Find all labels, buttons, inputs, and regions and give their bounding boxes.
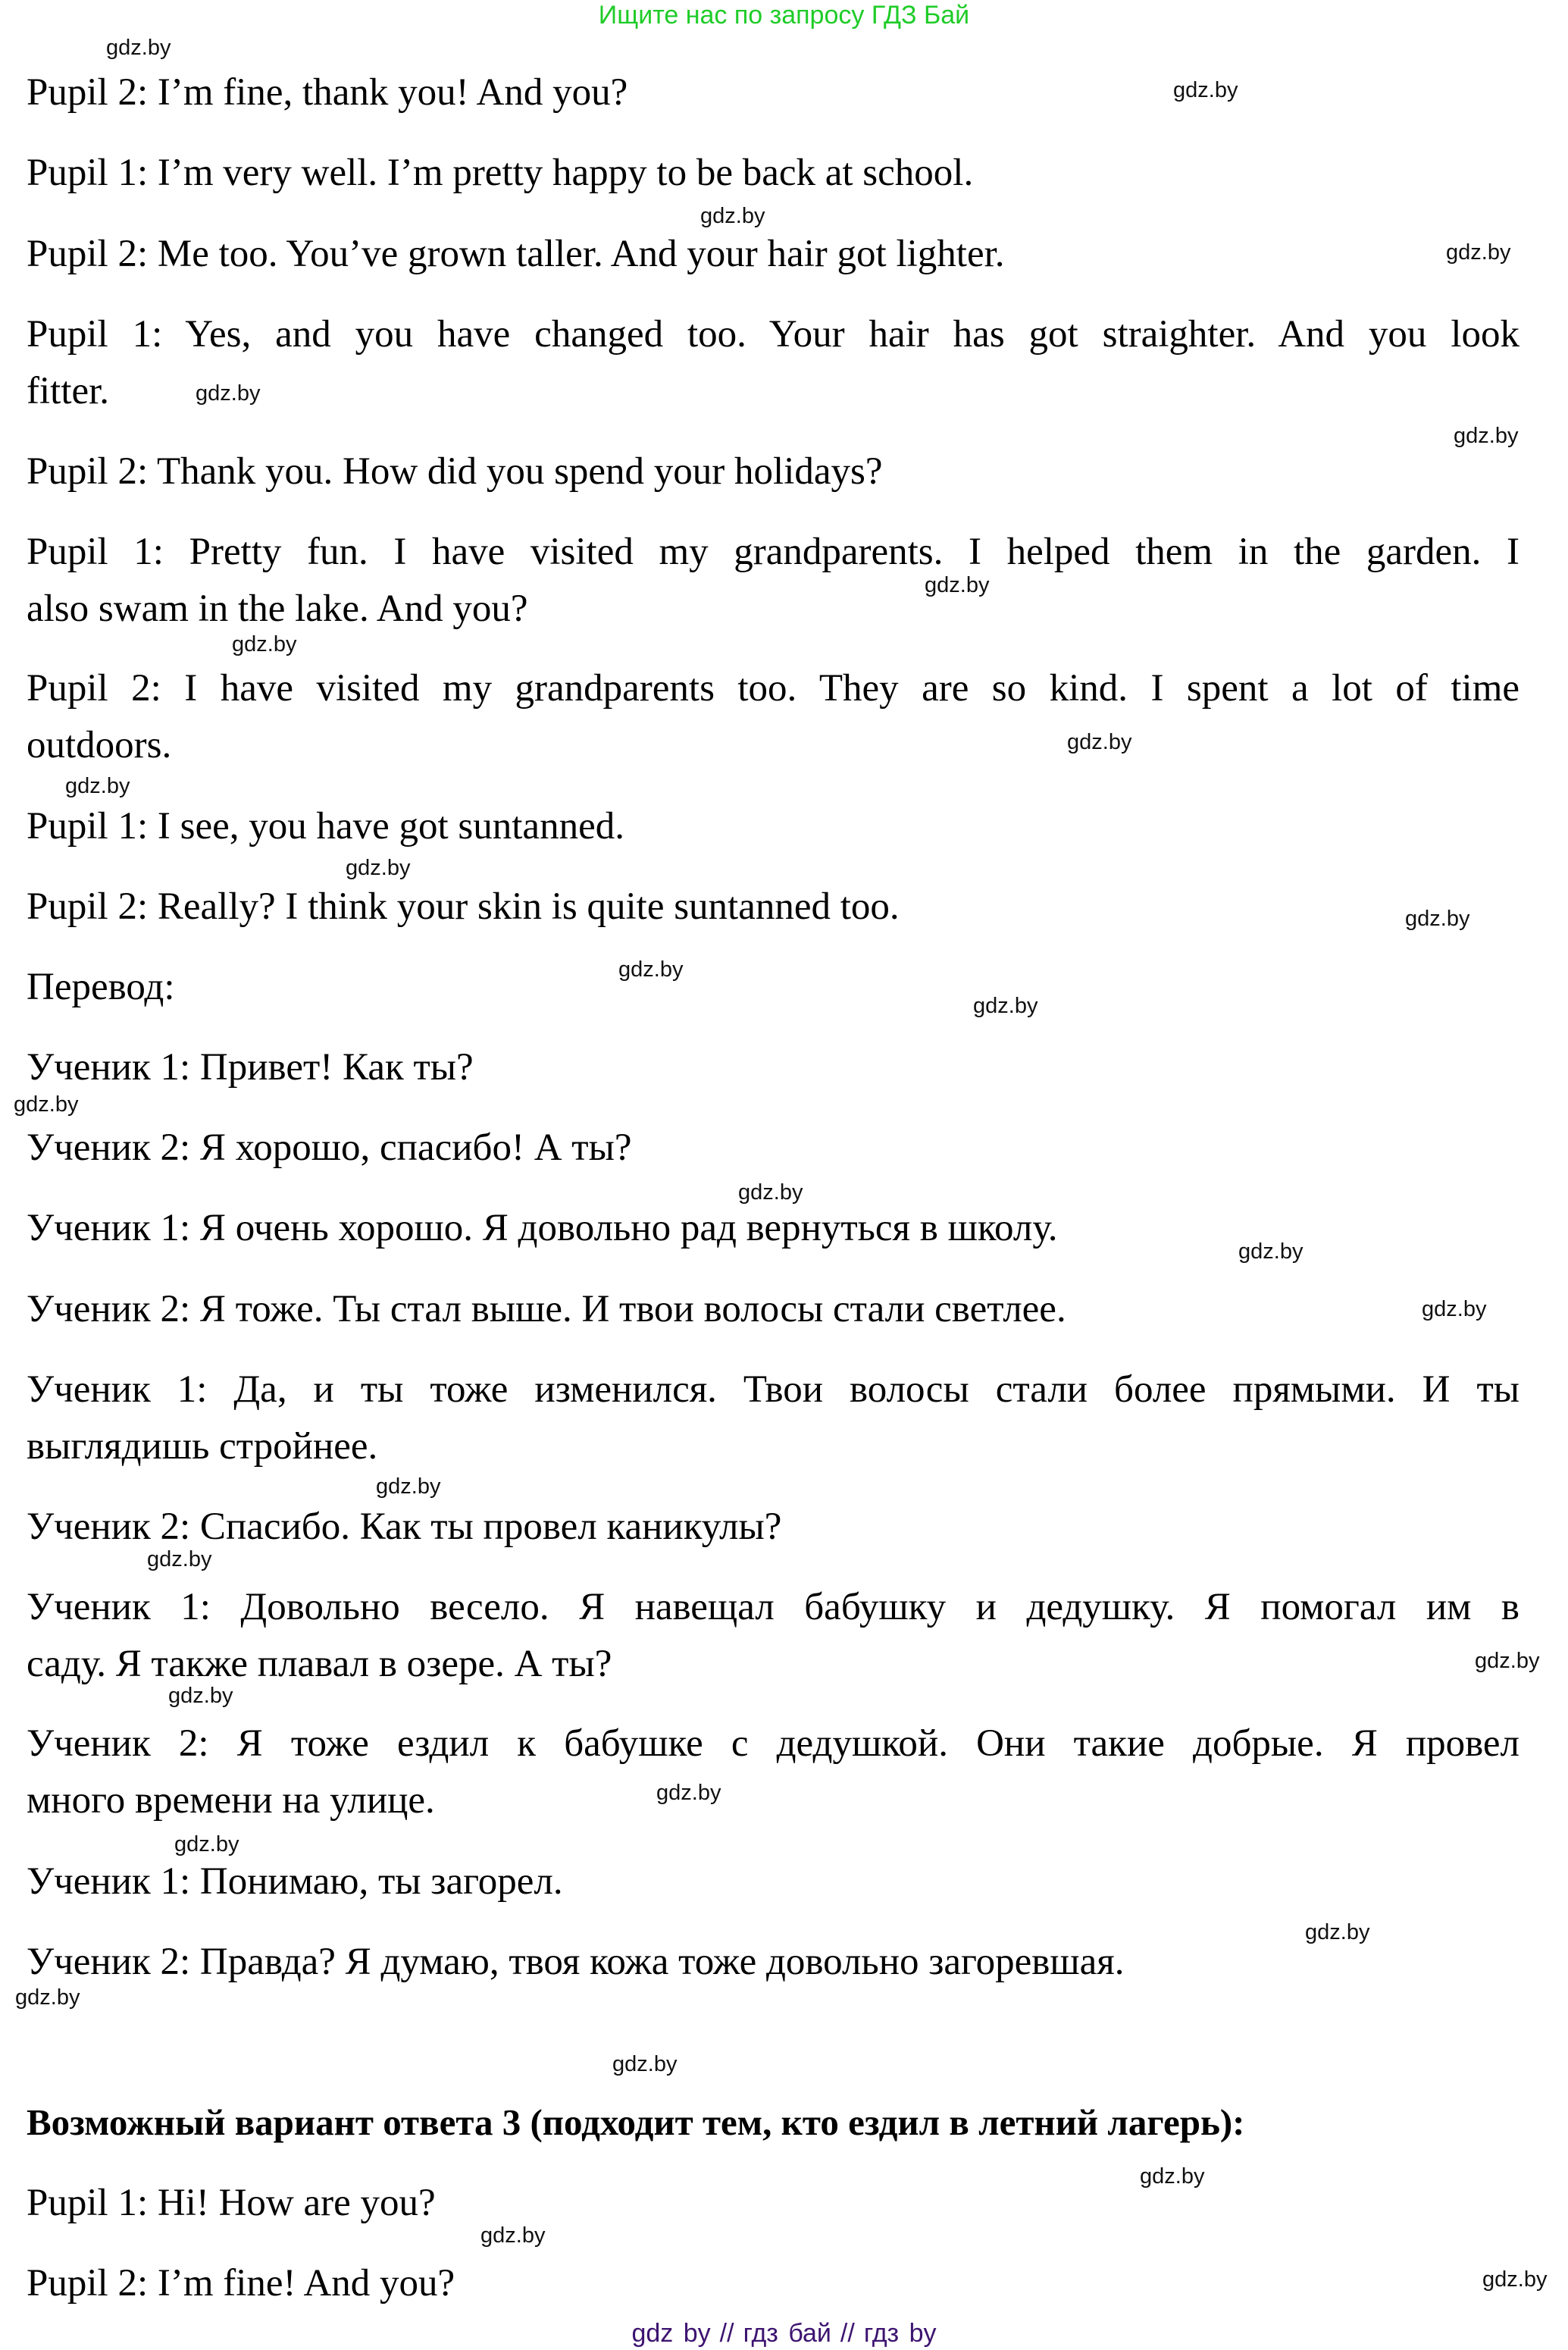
watermark: gdz.by (147, 1547, 212, 1571)
watermark: gdz.by (925, 573, 990, 597)
variant-heading: Возможный вариант ответа 3 (подходит тем, кто ездил в летний лагерь): (27, 2101, 1245, 2143)
dialogue-line: Ученик 2: Правда? Я думаю, твоя кожа тоже довольно загоревшая. (27, 1941, 1125, 1983)
watermark: gdz.by (612, 2052, 678, 2076)
watermark: gdz.by (700, 204, 765, 228)
watermark: gdz.by (618, 957, 684, 982)
watermark: gdz.by (1067, 730, 1132, 754)
watermark: gdz.by (1173, 78, 1238, 102)
footer-link-gdz-bai[interactable]: гдз бай (743, 2319, 831, 2348)
dialogue-line: Ученик 2: Я хорошо, спасибо! А ты? (27, 1126, 632, 1169)
footer-link-gdz-by-cyr[interactable]: гдз by (863, 2319, 937, 2348)
watermark: gdz.by (1454, 424, 1519, 448)
dialogue-line: Ученик 2: Я тоже. Ты стал выше. И твои волосы стали светлее. (27, 1288, 1066, 1330)
watermark: gdz.by (346, 856, 411, 880)
footer-separator: // (719, 2319, 734, 2348)
dialogue-line: Ученик 1: Я очень хорошо. Я довольно рад вернуться в школу. (27, 1207, 1058, 1249)
footer-link-gdz-by[interactable]: gdz by (631, 2319, 711, 2348)
dialogue-line: Pupil 2: I’m fine, thank you! And you? (27, 71, 628, 114)
dialogue-line: Pupil 2: I’m fine! And you? (27, 2262, 455, 2305)
footer-separator: // (840, 2319, 855, 2348)
dialogue-line: Pupil 1: I see, you have got suntanned. (27, 805, 624, 848)
watermark: gdz.by (1475, 1649, 1540, 1673)
watermark: gdz.by (1482, 2267, 1548, 2292)
search-banner: Ищите нас по запросу ГДЗ Бай (598, 1, 970, 30)
watermark: gdz.by (174, 1832, 239, 1856)
watermark: gdz.by (1446, 240, 1511, 265)
watermark: gdz.by (196, 381, 261, 406)
watermark: gdz.by (14, 1092, 79, 1117)
dialogue-line: Pupil 1: I’m very well. I’m pretty happy to be back at school. (27, 152, 974, 194)
dialogue-line: Pupil 2: Thank you. How did you spend your holidays? (27, 450, 883, 493)
site-footer (0, 2318, 1568, 2348)
dialogue-line: Pupil 2: I have visited my grandparents too. They are so kind. I spent a lot of time (27, 667, 1519, 710)
watermark: gdz.by (1238, 1239, 1304, 1264)
watermark: gdz.by (168, 1684, 233, 1708)
watermark: gdz.by (973, 994, 1038, 1018)
dialogue-line: Pupil 1: Yes, and you have changed too. Your hair has got straighter. And you look (27, 313, 1519, 356)
dialogue-line: Pupil 1: Hi! How are you? (27, 2182, 436, 2224)
dialogue-line: выглядишь стройнее. (27, 1425, 378, 1468)
watermark: gdz.by (65, 774, 130, 798)
dialogue-line: много времени на улице. (27, 1779, 435, 1822)
dialogue-line: Ученик 2: Я тоже ездил к бабушке с дедушкой. Они такие добрые. Я провел (27, 1722, 1519, 1765)
dialogue-line: Ученик 1: Понимаю, ты загорел. (27, 1860, 563, 1903)
dialogue-line: Pupil 2: Really? I think your skin is quite suntanned too. (27, 885, 900, 928)
translation-heading: Перевод: (27, 966, 175, 1008)
dialogue-line: Ученик 1: Да, и ты тоже изменился. Твои волосы стали более прямыми. И ты (27, 1368, 1519, 1411)
watermark: gdz.by (656, 1781, 721, 1805)
watermark: gdz.by (232, 632, 297, 656)
dialogue-line: also swam in the lake. And you? (27, 588, 528, 630)
dialogue-line: Ученик 1: Привет! Как ты? (27, 1046, 474, 1089)
dialogue-line: outdoors. (27, 724, 172, 766)
watermark: gdz.by (1405, 907, 1470, 931)
watermark: gdz.by (1140, 2164, 1205, 2189)
watermark: gdz.by (15, 1985, 80, 2010)
watermark: gdz.by (480, 2223, 546, 2248)
watermark: gdz.by (1305, 1920, 1370, 1944)
watermark: gdz.by (106, 36, 171, 60)
watermark: gdz.by (376, 1474, 441, 1499)
dialogue-line: Pupil 1: Pretty fun. I have visited my grandparents. I helped them in the garden. I (27, 531, 1519, 573)
dialogue-line: Pupil 2: Me too. You’ve grown taller. And your hair got lighter. (27, 233, 1005, 275)
dialogue-line: саду. Я также плавал в озере. А ты? (27, 1643, 612, 1685)
dialogue-line: Ученик 1: Довольно весело. Я навещал бабушку и дедушку. Я помогал им в (27, 1586, 1519, 1628)
watermark: gdz.by (1422, 1297, 1487, 1321)
dialogue-line: Ученик 2: Спасибо. Как ты провел каникулы? (27, 1506, 782, 1548)
watermark: gdz.by (738, 1180, 803, 1205)
dialogue-line: fitter. (27, 370, 110, 412)
